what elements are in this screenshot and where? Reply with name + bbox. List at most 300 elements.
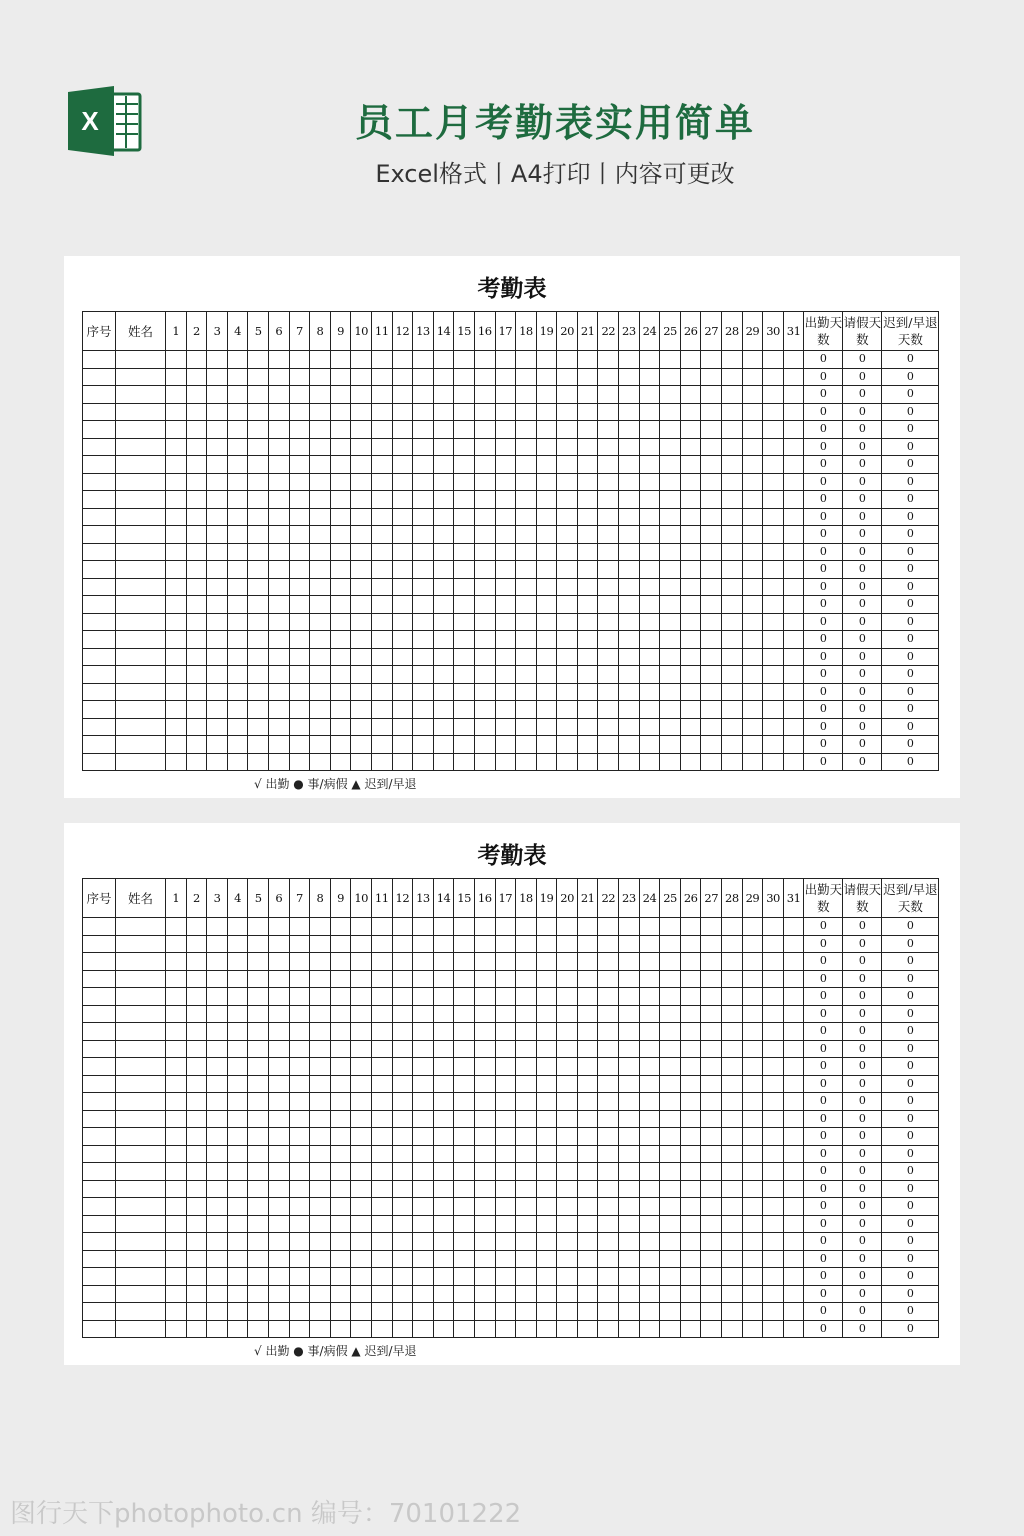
day-cell[interactable] <box>742 753 763 771</box>
day-cell[interactable] <box>783 1093 804 1111</box>
day-cell[interactable] <box>536 403 557 421</box>
day-cell[interactable] <box>268 1023 289 1041</box>
day-cell[interactable] <box>536 613 557 631</box>
day-cell[interactable] <box>763 1005 784 1023</box>
day-cell[interactable] <box>495 988 516 1006</box>
day-cell[interactable] <box>166 613 187 631</box>
day-cell[interactable] <box>783 526 804 544</box>
day-cell[interactable] <box>742 988 763 1006</box>
day-cell[interactable] <box>660 1058 681 1076</box>
day-cell[interactable] <box>392 1285 413 1303</box>
day-cell[interactable] <box>186 403 207 421</box>
day-cell[interactable] <box>248 918 269 936</box>
late-days-cell[interactable]: 0 <box>882 631 939 649</box>
day-cell[interactable] <box>722 386 743 404</box>
day-cell[interactable] <box>166 1163 187 1181</box>
leave-days-cell[interactable]: 0 <box>843 386 882 404</box>
index-cell[interactable] <box>83 1005 116 1023</box>
day-cell[interactable] <box>166 1128 187 1146</box>
day-cell[interactable] <box>310 421 331 439</box>
day-cell[interactable] <box>433 666 454 684</box>
day-cell[interactable] <box>166 1303 187 1321</box>
day-cell[interactable] <box>227 386 248 404</box>
day-cell[interactable] <box>536 1128 557 1146</box>
day-cell[interactable] <box>536 1163 557 1181</box>
day-cell[interactable] <box>680 596 701 614</box>
leave-days-cell[interactable]: 0 <box>843 1163 882 1181</box>
day-cell[interactable] <box>227 970 248 988</box>
attend-days-cell[interactable]: 0 <box>804 1215 843 1233</box>
day-cell[interactable] <box>619 631 640 649</box>
day-cell[interactable] <box>680 918 701 936</box>
day-cell[interactable] <box>598 1110 619 1128</box>
index-cell[interactable] <box>83 1128 116 1146</box>
day-cell[interactable] <box>248 1163 269 1181</box>
day-cell[interactable] <box>433 1215 454 1233</box>
day-cell[interactable] <box>742 1215 763 1233</box>
day-cell[interactable] <box>577 1145 598 1163</box>
day-cell[interactable] <box>680 421 701 439</box>
day-cell[interactable] <box>619 988 640 1006</box>
day-cell[interactable] <box>722 561 743 579</box>
day-cell[interactable] <box>268 648 289 666</box>
day-cell[interactable] <box>433 543 454 561</box>
day-cell[interactable] <box>557 578 578 596</box>
day-cell[interactable] <box>268 561 289 579</box>
day-cell[interactable] <box>392 988 413 1006</box>
day-cell[interactable] <box>495 1303 516 1321</box>
day-cell[interactable] <box>166 736 187 754</box>
day-cell[interactable] <box>330 1005 351 1023</box>
late-days-cell[interactable]: 0 <box>882 988 939 1006</box>
attend-days-cell[interactable]: 0 <box>804 438 843 456</box>
day-cell[interactable] <box>536 1233 557 1251</box>
day-cell[interactable] <box>310 613 331 631</box>
day-cell[interactable] <box>619 736 640 754</box>
day-cell[interactable] <box>701 368 722 386</box>
leave-days-cell[interactable]: 0 <box>843 561 882 579</box>
day-cell[interactable] <box>268 596 289 614</box>
index-cell[interactable] <box>83 736 116 754</box>
leave-days-cell[interactable]: 0 <box>843 1215 882 1233</box>
day-cell[interactable] <box>701 351 722 369</box>
day-cell[interactable] <box>474 1163 495 1181</box>
index-cell[interactable] <box>83 596 116 614</box>
day-cell[interactable] <box>413 1180 434 1198</box>
day-cell[interactable] <box>413 1233 434 1251</box>
day-cell[interactable] <box>310 1128 331 1146</box>
day-cell[interactable] <box>577 1058 598 1076</box>
day-cell[interactable] <box>557 1320 578 1338</box>
late-days-cell[interactable]: 0 <box>882 526 939 544</box>
day-cell[interactable] <box>495 1023 516 1041</box>
day-cell[interactable] <box>495 1180 516 1198</box>
day-cell[interactable] <box>722 1285 743 1303</box>
day-cell[interactable] <box>248 736 269 754</box>
day-cell[interactable] <box>742 918 763 936</box>
day-cell[interactable] <box>207 701 228 719</box>
day-cell[interactable] <box>207 508 228 526</box>
day-cell[interactable] <box>474 561 495 579</box>
late-days-cell[interactable]: 0 <box>882 1005 939 1023</box>
day-cell[interactable] <box>371 753 392 771</box>
day-cell[interactable] <box>639 1058 660 1076</box>
day-cell[interactable] <box>516 701 537 719</box>
day-cell[interactable] <box>680 753 701 771</box>
leave-days-cell[interactable]: 0 <box>843 1075 882 1093</box>
name-cell[interactable] <box>116 1075 166 1093</box>
day-cell[interactable] <box>371 935 392 953</box>
name-cell[interactable] <box>116 1303 166 1321</box>
day-cell[interactable] <box>536 1180 557 1198</box>
day-cell[interactable] <box>433 1180 454 1198</box>
day-cell[interactable] <box>763 421 784 439</box>
day-cell[interactable] <box>722 988 743 1006</box>
day-cell[interactable] <box>474 631 495 649</box>
day-cell[interactable] <box>783 953 804 971</box>
day-cell[interactable] <box>598 1023 619 1041</box>
day-cell[interactable] <box>680 1285 701 1303</box>
day-cell[interactable] <box>763 1110 784 1128</box>
day-cell[interactable] <box>783 613 804 631</box>
day-cell[interactable] <box>248 988 269 1006</box>
late-days-cell[interactable]: 0 <box>882 613 939 631</box>
day-cell[interactable] <box>763 508 784 526</box>
day-cell[interactable] <box>474 1250 495 1268</box>
day-cell[interactable] <box>701 953 722 971</box>
day-cell[interactable] <box>598 1250 619 1268</box>
name-cell[interactable] <box>116 578 166 596</box>
day-cell[interactable] <box>660 351 681 369</box>
day-cell[interactable] <box>516 1215 537 1233</box>
day-cell[interactable] <box>207 718 228 736</box>
day-cell[interactable] <box>598 1093 619 1111</box>
day-cell[interactable] <box>268 1320 289 1338</box>
day-cell[interactable] <box>330 1058 351 1076</box>
day-cell[interactable] <box>598 683 619 701</box>
name-cell[interactable] <box>116 473 166 491</box>
day-cell[interactable] <box>598 1163 619 1181</box>
day-cell[interactable] <box>392 578 413 596</box>
day-cell[interactable] <box>619 953 640 971</box>
day-cell[interactable] <box>722 918 743 936</box>
day-cell[interactable] <box>413 561 434 579</box>
day-cell[interactable] <box>680 701 701 719</box>
day-cell[interactable] <box>598 456 619 474</box>
day-cell[interactable] <box>268 1233 289 1251</box>
leave-days-cell[interactable]: 0 <box>843 1268 882 1286</box>
day-cell[interactable] <box>783 753 804 771</box>
leave-days-cell[interactable]: 0 <box>843 753 882 771</box>
index-cell[interactable] <box>83 1110 116 1128</box>
day-cell[interactable] <box>495 438 516 456</box>
day-cell[interactable] <box>186 988 207 1006</box>
day-cell[interactable] <box>351 473 372 491</box>
day-cell[interactable] <box>413 526 434 544</box>
name-cell[interactable] <box>116 1268 166 1286</box>
day-cell[interactable] <box>639 438 660 456</box>
day-cell[interactable] <box>392 596 413 614</box>
day-cell[interactable] <box>310 596 331 614</box>
day-cell[interactable] <box>351 596 372 614</box>
day-cell[interactable] <box>619 1180 640 1198</box>
day-cell[interactable] <box>166 1075 187 1093</box>
attend-days-cell[interactable]: 0 <box>804 1250 843 1268</box>
day-cell[interactable] <box>268 1005 289 1023</box>
day-cell[interactable] <box>516 403 537 421</box>
day-cell[interactable] <box>763 403 784 421</box>
day-cell[interactable] <box>619 666 640 684</box>
day-cell[interactable] <box>598 438 619 456</box>
day-cell[interactable] <box>660 1023 681 1041</box>
day-cell[interactable] <box>680 1058 701 1076</box>
late-days-cell[interactable]: 0 <box>882 648 939 666</box>
day-cell[interactable] <box>227 1040 248 1058</box>
day-cell[interactable] <box>289 526 310 544</box>
day-cell[interactable] <box>227 1163 248 1181</box>
day-cell[interactable] <box>516 753 537 771</box>
day-cell[interactable] <box>536 1023 557 1041</box>
day-cell[interactable] <box>516 1198 537 1216</box>
attend-days-cell[interactable]: 0 <box>804 613 843 631</box>
day-cell[interactable] <box>330 613 351 631</box>
attend-days-cell[interactable]: 0 <box>804 1005 843 1023</box>
late-days-cell[interactable]: 0 <box>882 1268 939 1286</box>
day-cell[interactable] <box>701 753 722 771</box>
day-cell[interactable] <box>371 508 392 526</box>
day-cell[interactable] <box>680 736 701 754</box>
attend-days-cell[interactable]: 0 <box>804 578 843 596</box>
day-cell[interactable] <box>351 543 372 561</box>
day-cell[interactable] <box>598 1215 619 1233</box>
day-cell[interactable] <box>289 1058 310 1076</box>
day-cell[interactable] <box>207 421 228 439</box>
day-cell[interactable] <box>433 736 454 754</box>
day-cell[interactable] <box>474 596 495 614</box>
day-cell[interactable] <box>392 1075 413 1093</box>
day-cell[interactable] <box>433 1250 454 1268</box>
day-cell[interactable] <box>783 1180 804 1198</box>
day-cell[interactable] <box>207 473 228 491</box>
day-cell[interactable] <box>557 421 578 439</box>
day-cell[interactable] <box>248 561 269 579</box>
day-cell[interactable] <box>330 683 351 701</box>
day-cell[interactable] <box>742 1285 763 1303</box>
day-cell[interactable] <box>330 736 351 754</box>
day-cell[interactable] <box>680 438 701 456</box>
day-cell[interactable] <box>516 508 537 526</box>
day-cell[interactable] <box>516 1233 537 1251</box>
day-cell[interactable] <box>454 403 475 421</box>
day-cell[interactable] <box>371 1110 392 1128</box>
day-cell[interactable] <box>433 1040 454 1058</box>
day-cell[interactable] <box>268 953 289 971</box>
day-cell[interactable] <box>351 648 372 666</box>
leave-days-cell[interactable]: 0 <box>843 683 882 701</box>
day-cell[interactable] <box>413 421 434 439</box>
day-cell[interactable] <box>722 438 743 456</box>
day-cell[interactable] <box>227 683 248 701</box>
day-cell[interactable] <box>474 368 495 386</box>
day-cell[interactable] <box>186 683 207 701</box>
day-cell[interactable] <box>166 718 187 736</box>
day-cell[interactable] <box>351 1180 372 1198</box>
day-cell[interactable] <box>639 1075 660 1093</box>
day-cell[interactable] <box>351 988 372 1006</box>
day-cell[interactable] <box>207 1023 228 1041</box>
day-cell[interactable] <box>474 526 495 544</box>
day-cell[interactable] <box>166 491 187 509</box>
day-cell[interactable] <box>310 1285 331 1303</box>
day-cell[interactable] <box>536 351 557 369</box>
day-cell[interactable] <box>783 561 804 579</box>
day-cell[interactable] <box>166 1285 187 1303</box>
day-cell[interactable] <box>536 918 557 936</box>
day-cell[interactable] <box>763 526 784 544</box>
day-cell[interactable] <box>763 613 784 631</box>
day-cell[interactable] <box>680 631 701 649</box>
leave-days-cell[interactable]: 0 <box>843 526 882 544</box>
day-cell[interactable] <box>474 1303 495 1321</box>
day-cell[interactable] <box>248 368 269 386</box>
day-cell[interactable] <box>516 970 537 988</box>
day-cell[interactable] <box>577 1198 598 1216</box>
day-cell[interactable] <box>639 753 660 771</box>
day-cell[interactable] <box>454 456 475 474</box>
day-cell[interactable] <box>577 351 598 369</box>
name-cell[interactable] <box>116 596 166 614</box>
day-cell[interactable] <box>289 403 310 421</box>
day-cell[interactable] <box>763 351 784 369</box>
index-cell[interactable] <box>83 456 116 474</box>
day-cell[interactable] <box>701 970 722 988</box>
day-cell[interactable] <box>166 1093 187 1111</box>
day-cell[interactable] <box>763 561 784 579</box>
day-cell[interactable] <box>742 578 763 596</box>
day-cell[interactable] <box>742 1075 763 1093</box>
name-cell[interactable] <box>116 438 166 456</box>
day-cell[interactable] <box>433 1110 454 1128</box>
day-cell[interactable] <box>680 1233 701 1251</box>
day-cell[interactable] <box>392 701 413 719</box>
day-cell[interactable] <box>186 438 207 456</box>
day-cell[interactable] <box>413 1040 434 1058</box>
day-cell[interactable] <box>330 368 351 386</box>
day-cell[interactable] <box>783 508 804 526</box>
day-cell[interactable] <box>433 970 454 988</box>
day-cell[interactable] <box>227 1268 248 1286</box>
day-cell[interactable] <box>660 1303 681 1321</box>
leave-days-cell[interactable]: 0 <box>843 1058 882 1076</box>
day-cell[interactable] <box>536 368 557 386</box>
day-cell[interactable] <box>166 666 187 684</box>
day-cell[interactable] <box>619 561 640 579</box>
day-cell[interactable] <box>186 1233 207 1251</box>
day-cell[interactable] <box>207 386 228 404</box>
leave-days-cell[interactable]: 0 <box>843 1005 882 1023</box>
day-cell[interactable] <box>433 456 454 474</box>
day-cell[interactable] <box>577 953 598 971</box>
day-cell[interactable] <box>742 631 763 649</box>
index-cell[interactable] <box>83 438 116 456</box>
day-cell[interactable] <box>660 1075 681 1093</box>
day-cell[interactable] <box>577 753 598 771</box>
day-cell[interactable] <box>742 1163 763 1181</box>
day-cell[interactable] <box>330 1303 351 1321</box>
day-cell[interactable] <box>660 753 681 771</box>
day-cell[interactable] <box>701 1233 722 1251</box>
day-cell[interactable] <box>351 683 372 701</box>
late-days-cell[interactable]: 0 <box>882 368 939 386</box>
day-cell[interactable] <box>639 526 660 544</box>
day-cell[interactable] <box>598 578 619 596</box>
day-cell[interactable] <box>536 988 557 1006</box>
day-cell[interactable] <box>516 1128 537 1146</box>
day-cell[interactable] <box>516 1250 537 1268</box>
day-cell[interactable] <box>763 736 784 754</box>
day-cell[interactable] <box>680 1145 701 1163</box>
day-cell[interactable] <box>639 631 660 649</box>
day-cell[interactable] <box>660 613 681 631</box>
day-cell[interactable] <box>722 1233 743 1251</box>
day-cell[interactable] <box>454 1268 475 1286</box>
day-cell[interactable] <box>248 1233 269 1251</box>
day-cell[interactable] <box>268 1145 289 1163</box>
day-cell[interactable] <box>557 988 578 1006</box>
attend-days-cell[interactable]: 0 <box>804 1110 843 1128</box>
day-cell[interactable] <box>701 596 722 614</box>
day-cell[interactable] <box>598 1128 619 1146</box>
day-cell[interactable] <box>557 1040 578 1058</box>
day-cell[interactable] <box>186 368 207 386</box>
day-cell[interactable] <box>268 631 289 649</box>
day-cell[interactable] <box>516 613 537 631</box>
day-cell[interactable] <box>660 1285 681 1303</box>
name-cell[interactable] <box>116 421 166 439</box>
index-cell[interactable] <box>83 1145 116 1163</box>
day-cell[interactable] <box>310 386 331 404</box>
day-cell[interactable] <box>454 970 475 988</box>
day-cell[interactable] <box>680 508 701 526</box>
day-cell[interactable] <box>207 1285 228 1303</box>
day-cell[interactable] <box>371 1145 392 1163</box>
attend-days-cell[interactable]: 0 <box>804 1128 843 1146</box>
day-cell[interactable] <box>701 631 722 649</box>
day-cell[interactable] <box>495 1320 516 1338</box>
day-cell[interactable] <box>454 491 475 509</box>
day-cell[interactable] <box>742 368 763 386</box>
day-cell[interactable] <box>516 491 537 509</box>
late-days-cell[interactable]: 0 <box>882 736 939 754</box>
day-cell[interactable] <box>701 578 722 596</box>
day-cell[interactable] <box>330 1093 351 1111</box>
attend-days-cell[interactable]: 0 <box>804 701 843 719</box>
day-cell[interactable] <box>598 648 619 666</box>
day-cell[interactable] <box>639 351 660 369</box>
day-cell[interactable] <box>166 970 187 988</box>
day-cell[interactable] <box>557 351 578 369</box>
name-cell[interactable] <box>116 351 166 369</box>
day-cell[interactable] <box>186 543 207 561</box>
day-cell[interactable] <box>371 1285 392 1303</box>
day-cell[interactable] <box>289 1268 310 1286</box>
day-cell[interactable] <box>783 596 804 614</box>
day-cell[interactable] <box>433 1128 454 1146</box>
day-cell[interactable] <box>392 1198 413 1216</box>
day-cell[interactable] <box>495 970 516 988</box>
day-cell[interactable] <box>783 438 804 456</box>
day-cell[interactable] <box>433 1023 454 1041</box>
